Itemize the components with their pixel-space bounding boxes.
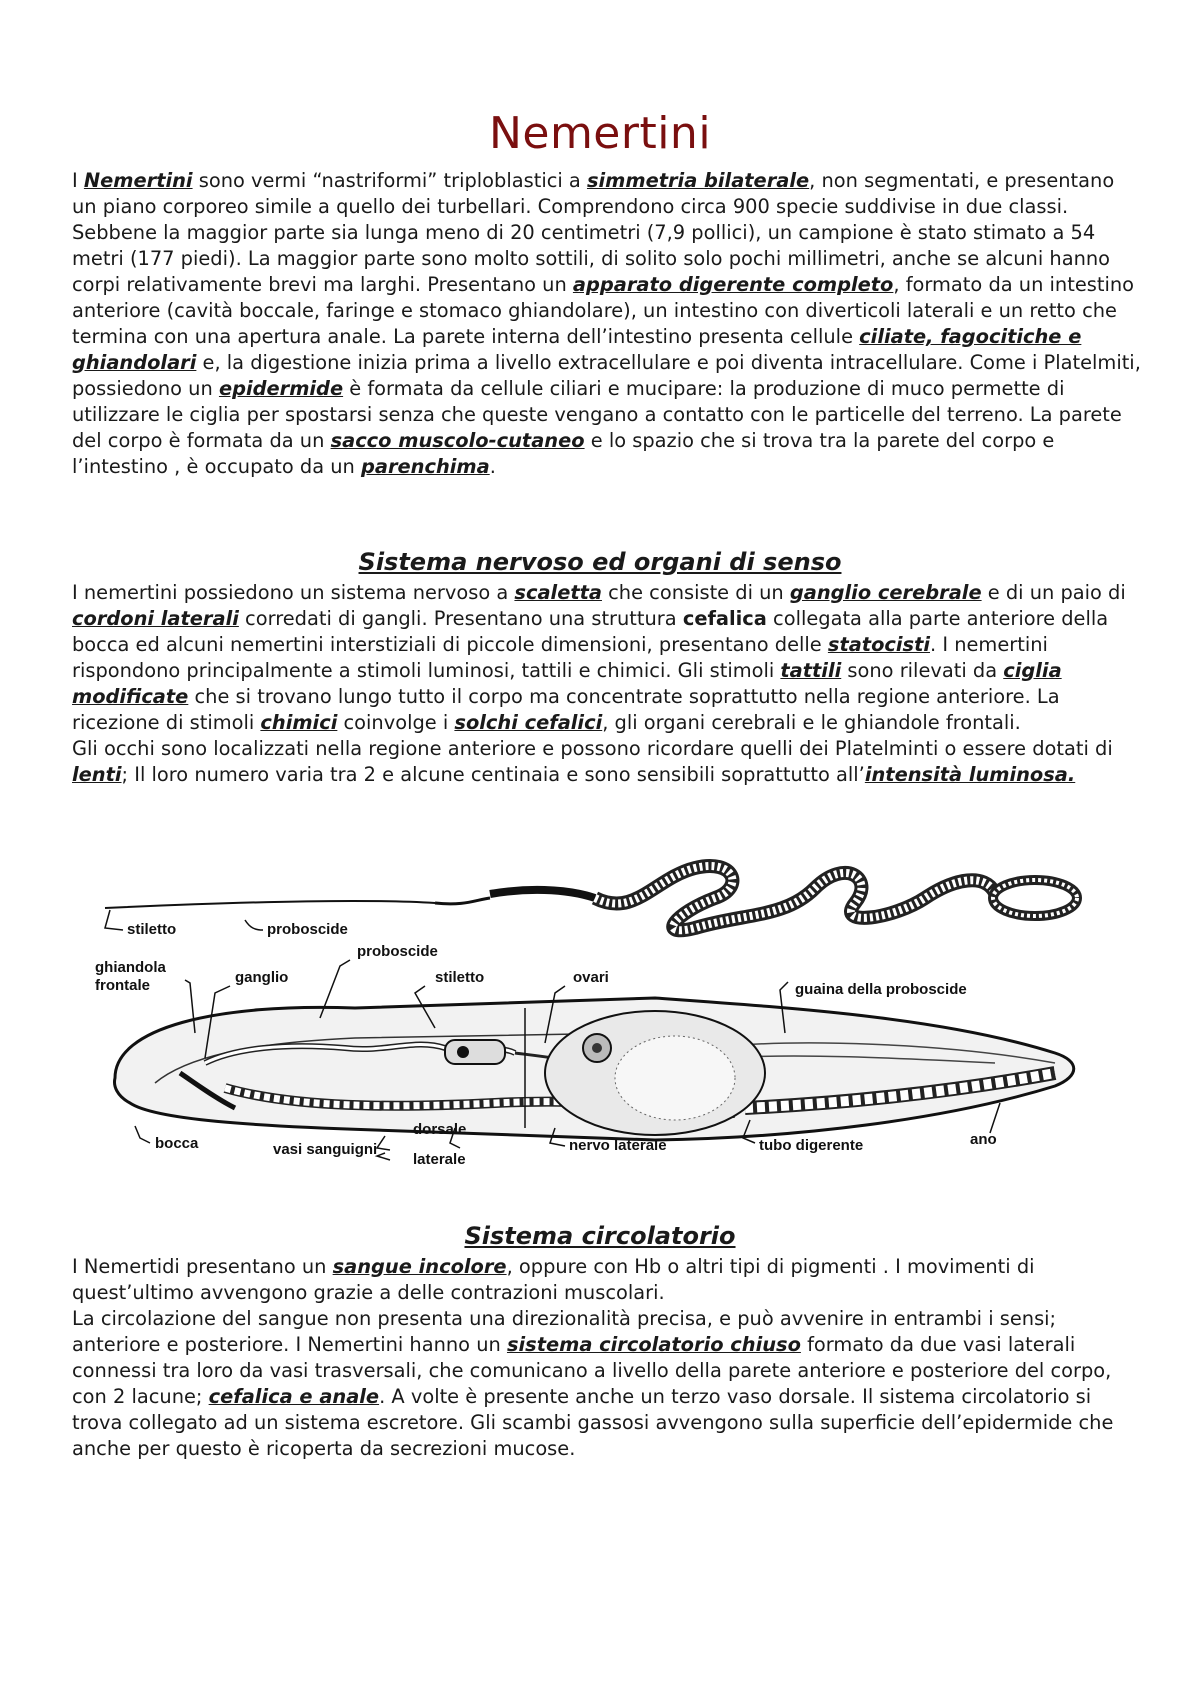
bold-term: cefalica bbox=[682, 607, 767, 630]
label-ovari: ovari bbox=[573, 969, 609, 986]
keyword: sistema circolatorio chiuso bbox=[506, 1333, 801, 1356]
keyword: tattili bbox=[780, 659, 842, 682]
nervous-paragraph bbox=[72, 580, 1142, 788]
keyword: sacco muscolo-cutaneo bbox=[330, 429, 585, 452]
worm-full-drawing bbox=[105, 866, 1077, 930]
text: sono vermi “nastriformi” triploblastici a bbox=[192, 169, 587, 192]
text: formato da due vasi laterali connessi tra loro da vasi trasversali, che comunicano a livello della parete anteriore e posteriore del corpo, con 2 lacune; bbox=[72, 1333, 1112, 1408]
keyword: cordoni laterali bbox=[72, 607, 239, 630]
text: collegata alla parte anteriore della bocca ed alcuni nemertini interstiziali di piccole dimensioni, presentano delle bbox=[72, 607, 1109, 656]
text: sono rilevati da bbox=[841, 659, 1004, 682]
text: , formato da un intestino anteriore (cavità boccale, faringe e stomaco ghiandolare), un intestino con diverticoli laterali e un retto che termina con una apertura anale. La parete interna dell’intestino presenta cellule bbox=[72, 273, 1134, 348]
text: I nemertini possiedono un sistema nervoso a bbox=[72, 581, 515, 604]
anatomy-diagram bbox=[95, 858, 1100, 1198]
nemertean-anatomy-figure bbox=[95, 858, 1100, 1198]
label-tubo-digerente: tubo digerente bbox=[759, 1137, 864, 1154]
label-guaina: guaina della proboscide bbox=[795, 981, 967, 998]
label-ganglio: ganglio bbox=[235, 969, 289, 986]
text: corredati di gangli. Presentano una struttura bbox=[238, 607, 683, 630]
text: . bbox=[489, 455, 496, 478]
keyword: intensità luminosa. bbox=[864, 763, 1076, 786]
section-heading-circulatory: Sistema circolatorio bbox=[464, 1222, 736, 1250]
keyword: ciliate, fagocitiche e ghiandolari bbox=[72, 325, 1082, 374]
text: I bbox=[72, 169, 84, 192]
label-stiletto: stiletto bbox=[435, 969, 485, 986]
text: ; Il loro numero varia tra 2 e alcune centinaia e sono sensibili soprattutto all’ bbox=[121, 763, 865, 786]
section-heading-nervous: Sistema nervoso ed organi di senso bbox=[358, 548, 842, 576]
page-title: Nemertini bbox=[488, 108, 712, 159]
text: e, la digestione inizia prima a livello extracellulare e poi diventa intracellulare. Come i Platelmiti, possiedono un bbox=[72, 351, 1141, 400]
circulatory-paragraph bbox=[72, 1254, 1142, 1462]
label-dorsale: dorsale bbox=[413, 1121, 467, 1138]
text: . I nemertini rispondono principalmente a stimoli luminosi, tattili e chimici. Gli stimoli bbox=[72, 633, 1048, 682]
label-bocca: bocca bbox=[155, 1135, 199, 1152]
keyword: statocisti bbox=[827, 633, 930, 656]
keyword: apparato digerente completo bbox=[572, 273, 894, 296]
label-vasi-sanguigni: vasi sanguigni bbox=[273, 1141, 378, 1158]
label-laterale: laterale bbox=[413, 1151, 466, 1168]
label-ghiandola: ghiandola bbox=[95, 959, 166, 976]
text: , non segmentati, e presentano un piano corporeo simile a quello dei turbellari. Comprendono circa 900 specie suddivise in due classi. Sebbene la maggior parte sia lunga meno di 20 centimetri (7,9 pollici), un campione è stato stimato a 54 metri (177 piedi). La maggior parte sono molto sottili, di solito solo pochi millimetri, anche se alcuni hanno corpi relativamente brevi ma larghi. Presentano un bbox=[72, 169, 1115, 296]
text: La circolazione del sangue non presenta una direzionalità precisa, e può avvenire in entrambi i sensi; anteriore e posteriore. I Nemertini hanno un bbox=[72, 1307, 1057, 1356]
label-nervo-laterale: nervo laterale bbox=[569, 1137, 667, 1154]
text: , oppure con Hb o altri tipi di pigmenti . I movimenti di quest’ultimo avvengono grazie a delle contrazioni muscolari. bbox=[72, 1255, 1035, 1304]
keyword: sangue incolore bbox=[332, 1255, 507, 1278]
text: che consiste di un bbox=[601, 581, 790, 604]
text: è formata da cellule ciliari e mucipare: la produzione di muco permette di utilizzare le ciglia per spostarsi senza che queste vengano a contatto con le particelle del terreno. La parete del corpo è formata da un bbox=[72, 377, 1122, 452]
label-proboscide-top: proboscide bbox=[267, 921, 348, 938]
keyword: chimici bbox=[260, 711, 338, 734]
keyword: epidermide bbox=[218, 377, 344, 400]
worm-section-drawing bbox=[115, 998, 1074, 1140]
text: , gli organi cerebrali e le ghiandole frontali. bbox=[602, 711, 1021, 734]
keyword: scaletta bbox=[514, 581, 602, 604]
text: I Nemertidi presentano un bbox=[72, 1255, 333, 1278]
text: e di un paio di bbox=[981, 581, 1126, 604]
keyword: simmetria bilaterale bbox=[586, 169, 810, 192]
keyword: parenchima bbox=[361, 455, 490, 478]
text: che si trovano lungo tutto il corpo ma concentrate soprattutto nella regione anteriore. La ricezione di stimoli bbox=[72, 685, 1060, 734]
keyword: solchi cefalici bbox=[454, 711, 603, 734]
keyword: Nemertini bbox=[83, 169, 193, 192]
text: . A volte è presente anche un terzo vaso dorsale. Il sistema circolatorio si trova collegato ad un sistema escretore. Gli scambi gassosi avvengono sulla superficie dell’epidermide che anche per questo è ricoperta da secrezioni mucose. bbox=[72, 1385, 1114, 1460]
label-frontale: frontale bbox=[95, 977, 151, 994]
text: e lo spazio che si trova tra la parete del corpo e l’intestino , è occupato da un bbox=[72, 429, 1055, 478]
keyword: ganglio cerebrale bbox=[789, 581, 982, 604]
label-ano: ano bbox=[970, 1131, 997, 1148]
label-proboscide: proboscide bbox=[357, 943, 438, 960]
intro-paragraph bbox=[72, 168, 1142, 480]
label-stiletto-top: stiletto bbox=[127, 921, 177, 938]
keyword: ciglia modificate bbox=[72, 659, 1062, 708]
keyword: cefalica e anale bbox=[208, 1385, 380, 1408]
text: coinvolge i bbox=[337, 711, 455, 734]
text: Gli occhi sono localizzati nella regione anteriore e possono ricordare quelli dei Platelminti o essere dotati di bbox=[72, 737, 1113, 760]
keyword: lenti bbox=[72, 763, 122, 786]
